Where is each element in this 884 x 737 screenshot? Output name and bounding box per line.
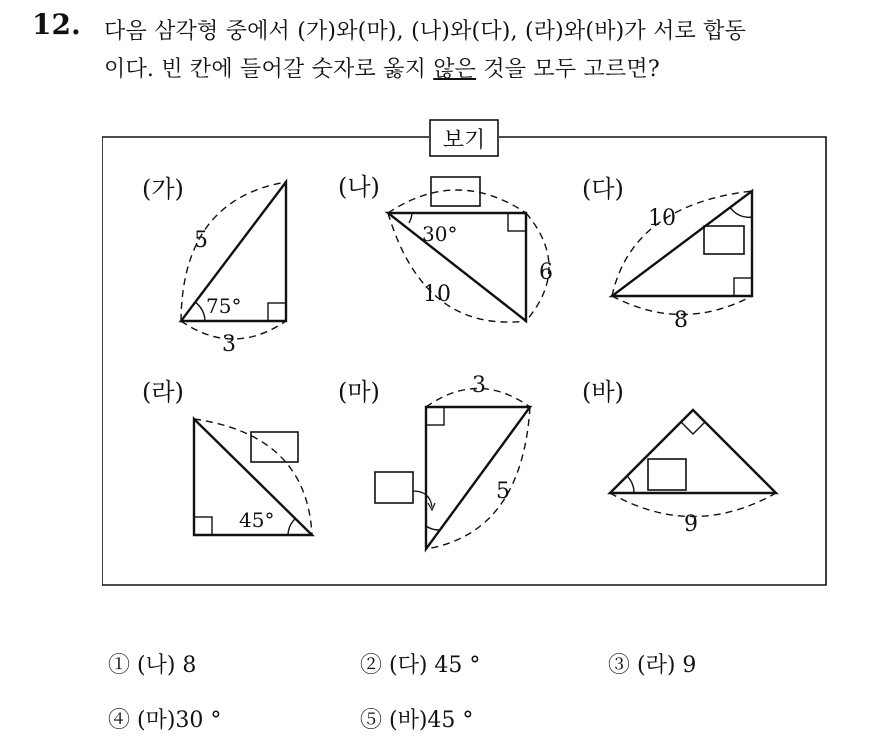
triangle-da-side-10: 10 xyxy=(648,206,676,231)
box-title: 보기 xyxy=(442,128,486,153)
triangle-ga-angle-75: 75° xyxy=(206,294,242,318)
choice-3[interactable]: ③ (라) 9 xyxy=(608,653,697,678)
triangle-ba-angle-arc xyxy=(627,476,634,493)
triangle-ra xyxy=(142,378,312,535)
triangle-na-right-angle-mark xyxy=(508,213,526,231)
triangle-ba-blank-box xyxy=(648,459,686,490)
triangle-na xyxy=(338,173,553,322)
example-box xyxy=(102,115,827,586)
triangle-na-side-10: 10 xyxy=(423,282,451,307)
triangle-ra-label: (라) xyxy=(142,378,184,406)
triangle-da-label: (다) xyxy=(582,175,624,203)
triangle-ba-label: (바) xyxy=(582,378,624,406)
triangle-ma xyxy=(338,373,530,549)
triangle-da xyxy=(582,175,752,333)
triangle-da-angle-arc xyxy=(730,207,752,217)
triangle-ma-blank-box xyxy=(375,472,413,503)
triangle-ba-side-9: 9 xyxy=(684,512,698,537)
triangle-ga xyxy=(142,175,286,357)
triangle-ma-angle-arc xyxy=(426,526,439,530)
triangle-ga-right-angle-mark xyxy=(268,303,286,321)
question-text-line2 xyxy=(104,52,660,83)
triangle-ga-side-3: 3 xyxy=(222,332,236,357)
triangle-ra-angle-arc xyxy=(288,518,296,535)
triangle-ma-right-angle-mark xyxy=(426,407,444,425)
triangle-ma-side-3: 3 xyxy=(472,373,486,398)
triangle-ba-edges xyxy=(610,410,776,493)
triangle-ba-right-angle-mark xyxy=(681,422,705,434)
question-text-line2-pre: 이다. 빈 칸에 들어갈 숫자로 옳지 xyxy=(104,57,434,82)
triangle-da-edges xyxy=(612,191,752,296)
triangle-na-angle-30: 30° xyxy=(422,222,458,246)
question-number: 12. xyxy=(32,8,81,41)
triangle-da-blank-box xyxy=(704,226,744,254)
box-frame xyxy=(102,137,826,585)
choice-1[interactable]: ① (나) 8 xyxy=(108,653,197,678)
triangle-ra-angle-45: 45° xyxy=(239,508,275,532)
triangle-ma-label: (마) xyxy=(338,378,380,406)
triangle-ra-blank-box xyxy=(251,432,298,462)
triangle-na-label: (나) xyxy=(338,173,380,201)
choice-5[interactable]: ⑤ (바)45 ° xyxy=(360,708,474,733)
question-text-line2-post: 것을 모두 고르면? xyxy=(476,57,660,82)
triangle-ma-side-5: 5 xyxy=(496,479,510,504)
triangle-na-angle-arc xyxy=(409,213,412,223)
question-text-line1: 다음 삼각형 중에서 (가)와(마), (나)와(다), (라)와(바)가 서로 합동 xyxy=(104,19,747,44)
choice-4[interactable]: ④ (마)30 ° xyxy=(108,708,222,733)
triangle-ra-right-angle-mark xyxy=(194,517,212,535)
triangle-ga-side-5: 5 xyxy=(194,228,208,253)
choice-2[interactable]: ② (다) 45 ° xyxy=(360,653,481,678)
triangle-ba xyxy=(582,378,776,537)
triangle-ga-label: (가) xyxy=(142,175,184,203)
question-underlined-word: 않은 xyxy=(433,57,477,82)
triangle-na-arc-top xyxy=(388,190,526,213)
triangle-da-side-8: 8 xyxy=(674,308,688,333)
triangle-na-side-6: 6 xyxy=(539,260,553,285)
triangle-da-right-angle-mark xyxy=(734,278,752,296)
triangle-ga-angle-arc xyxy=(195,302,205,321)
example-box-figure xyxy=(102,115,827,586)
